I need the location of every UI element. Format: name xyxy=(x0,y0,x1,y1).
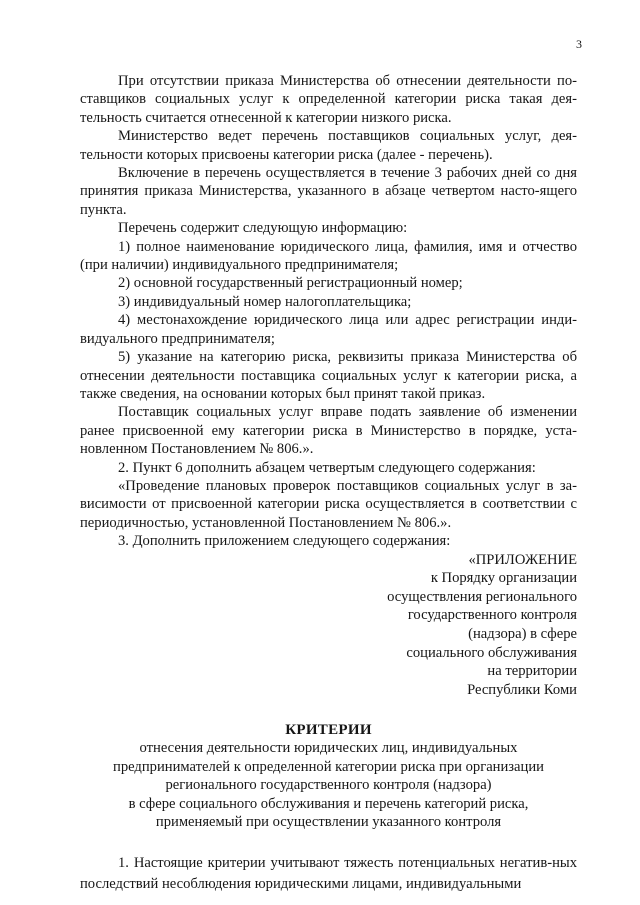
appendix-line: к Порядку организации xyxy=(430,570,577,587)
paragraph: 3. Дополнить приложением следующего содержания: xyxy=(118,533,451,550)
subheading-line: предпринимателей к определенной категории риска при организации xyxy=(113,758,544,775)
appendix-line: осуществления регионального xyxy=(387,588,577,605)
final-section xyxy=(80,853,577,895)
appendix-line: государственного контроля xyxy=(407,607,577,624)
appendix-line: Республики Коми xyxy=(467,681,577,698)
list-item: 3) индивидуальный номер налогоплательщика; xyxy=(118,293,412,310)
appendix-line: социального обслуживания xyxy=(406,644,577,661)
subheading-line: отнесения деятельности юридических лиц, индивидуальных xyxy=(139,740,518,757)
criteria-heading: КРИТЕРИИ xyxy=(285,722,372,739)
paragraph: Поставщик социальных услуг вправе подать заявление об изменении ранее присвоенной ему категории риска в Министерство в порядке, уста-новленном Постановлением № 806.». xyxy=(80,404,577,458)
subheading-line: регионального государственного контроля (надзора) xyxy=(165,777,492,794)
paragraph: Включение в перечень осуществляется в течение 3 рабочих дней со дня принятия приказа Министерства, указанного в абзаце четвертом насто-ящего пункта. xyxy=(80,165,577,218)
paragraph: При отсутствии приказа Министерства об отнесении деятельности по-ставщиков социальных услуг к определенной категории риска такая дея-тельность считается отнесенной к категории низкого риска. xyxy=(80,73,577,126)
paragraph: 2. Пункт 6 дополнить абзацем четвертым следующего содержания: xyxy=(118,459,536,476)
appendix-line: (надзора) в сфере xyxy=(468,625,577,642)
list-item: 2) основной государственный регистрационный номер; xyxy=(118,275,463,292)
appendix-line: «ПРИЛОЖЕНИЕ xyxy=(468,551,577,568)
subheading-line: применяемый при осуществлении указанного контроля xyxy=(155,813,502,830)
list-item: 5) указание на категорию риска, реквизиты приказа Министерства об отнесении деятельности поставщика социальных услуг к категории риска, а также сведения, на основании которых был принят такой приказ. xyxy=(80,349,577,402)
list-item: 4) местонахождение юридического лица или адрес регистрации инди-видуального предпринимателя; xyxy=(80,312,577,347)
document-body xyxy=(80,72,577,895)
list-item: 1) полное наименование юридического лица, фамилия, имя и отчество (при наличии) индивидуального предпринимателя; xyxy=(80,238,577,274)
appendix-block xyxy=(347,551,577,700)
subheading-line: в сфере социального обслуживания и перечень категорий риска, xyxy=(128,795,529,812)
paragraph: Министерство ведет перечень поставщиков социальных услуг, дея-тельности которых присвоены категории риска (далее - перечень). xyxy=(80,128,577,163)
criteria-subheading xyxy=(80,739,577,831)
page-number: 3 xyxy=(576,37,582,51)
paragraph: «Проведение плановых проверок поставщиков социальных услуг в за-висимости от присвоенной категории риска осуществляется в соответствии с периодичностью, установленной Постановлением № 806.». xyxy=(80,477,577,531)
paragraph: Перечень содержит следующую информацию: xyxy=(118,220,408,237)
paragraph: 1. Настоящие критерии учитывают тяжесть потенциальных негатив-ных последствий несоблюдения юридическими лицами, индивидуальными xyxy=(80,855,577,893)
appendix-line: на территории xyxy=(487,663,577,680)
